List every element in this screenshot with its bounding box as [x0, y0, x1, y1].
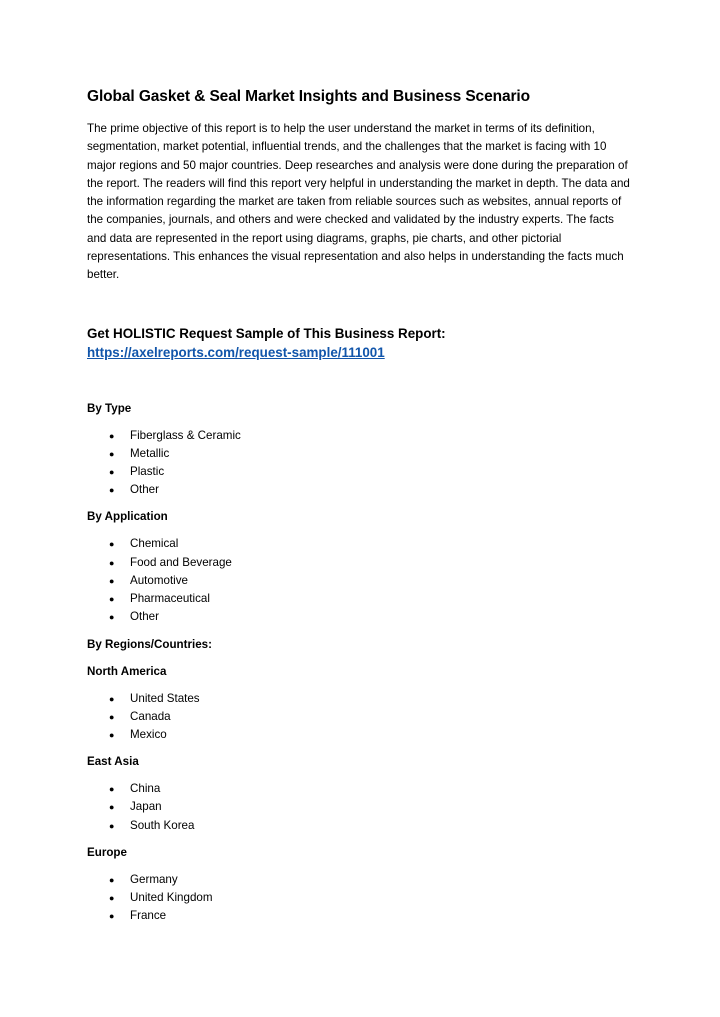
list-item: ● Mexico	[87, 726, 635, 744]
list-item: ● Other	[87, 481, 635, 499]
bullet-icon: ●	[109, 485, 115, 496]
bullet-icon: ●	[109, 729, 115, 740]
list-item: ● United States	[87, 690, 635, 708]
east-asia-label: East Asia	[87, 755, 139, 769]
list-item: ● France	[87, 907, 635, 925]
bullet-icon: ●	[109, 430, 115, 441]
list-item: ● Other	[87, 608, 635, 626]
bullet-icon: ●	[109, 802, 115, 813]
list-item: ● Plastic	[87, 463, 635, 481]
list-item: ● South Korea	[87, 817, 635, 835]
by-regions-section	[87, 636, 635, 654]
north-america-list	[87, 690, 635, 745]
bullet-icon: ●	[109, 820, 115, 831]
sample-heading: Get HOLISTIC Request Sample of This Business Report:	[87, 325, 446, 341]
sample-request-block	[87, 324, 635, 362]
list-item: ● Metallic	[87, 445, 635, 463]
list-item: ● China	[87, 780, 635, 798]
by-type-label: By Type	[87, 401, 132, 415]
bullet-icon: ●	[109, 448, 115, 459]
list-item: ● Pharmaceutical	[87, 590, 635, 608]
europe-list	[87, 871, 635, 926]
sample-request-link[interactable]: https://axelreports.com/request-sample/111001	[87, 344, 385, 360]
list-item: ● United Kingdom	[87, 889, 635, 907]
east-asia-section	[87, 753, 635, 835]
bullet-icon: ●	[109, 467, 115, 478]
by-application-section	[87, 508, 635, 626]
north-america-label: North America	[87, 664, 167, 678]
bullet-icon: ●	[109, 874, 115, 885]
bullet-icon: ●	[109, 892, 115, 903]
bullet-icon: ●	[109, 784, 115, 795]
bullet-icon: ●	[109, 612, 115, 623]
bullet-icon: ●	[109, 575, 115, 586]
europe-label: Europe	[87, 845, 127, 859]
bullet-icon: ●	[109, 594, 115, 605]
bullet-icon: ●	[109, 557, 115, 568]
list-item: ● Chemical	[87, 535, 635, 553]
by-application-label: By Application	[87, 510, 168, 524]
by-application-list	[87, 535, 635, 626]
bullet-icon: ●	[109, 911, 115, 922]
north-america-section	[87, 663, 635, 745]
list-item: ● Germany	[87, 871, 635, 889]
list-item: ● Canada	[87, 708, 635, 726]
list-item: ● Japan	[87, 798, 635, 816]
by-type-list	[87, 427, 635, 500]
list-item: ● Automotive	[87, 572, 635, 590]
bullet-icon: ●	[109, 711, 115, 722]
by-type-section	[87, 400, 635, 500]
list-item: ● Food and Beverage	[87, 554, 635, 572]
document-page	[87, 88, 635, 925]
intro-paragraph: The prime objective of this report is to help the user understand the market in terms of its definition, segmentation, market potential, influential trends, and the challenges that the market is facing with 10 major regions and 50 major countries. Deep researches and analysis were done during the preparation of the report. The readers will find this report very helpful in understanding the market in depth. The data and the information regarding the market are taken from reliable sources such as websites, annual reports of the companies, journals, and others and were checked and validated by the industry experts. The facts and data are represented in the report using diagrams, graphs, pie charts, and other pictorial representations. This enhances the visual representation and also helps in understanding the facts much better.	[87, 122, 630, 282]
bullet-icon: ●	[109, 693, 115, 704]
page-title: Global Gasket & Seal Market Insights and Business Scenario	[87, 88, 530, 105]
bullet-icon: ●	[109, 539, 115, 550]
europe-section	[87, 844, 635, 926]
list-item: ● Fiberglass & Ceramic	[87, 427, 635, 445]
by-regions-label: By Regions/Countries:	[87, 637, 212, 651]
east-asia-list	[87, 780, 635, 835]
